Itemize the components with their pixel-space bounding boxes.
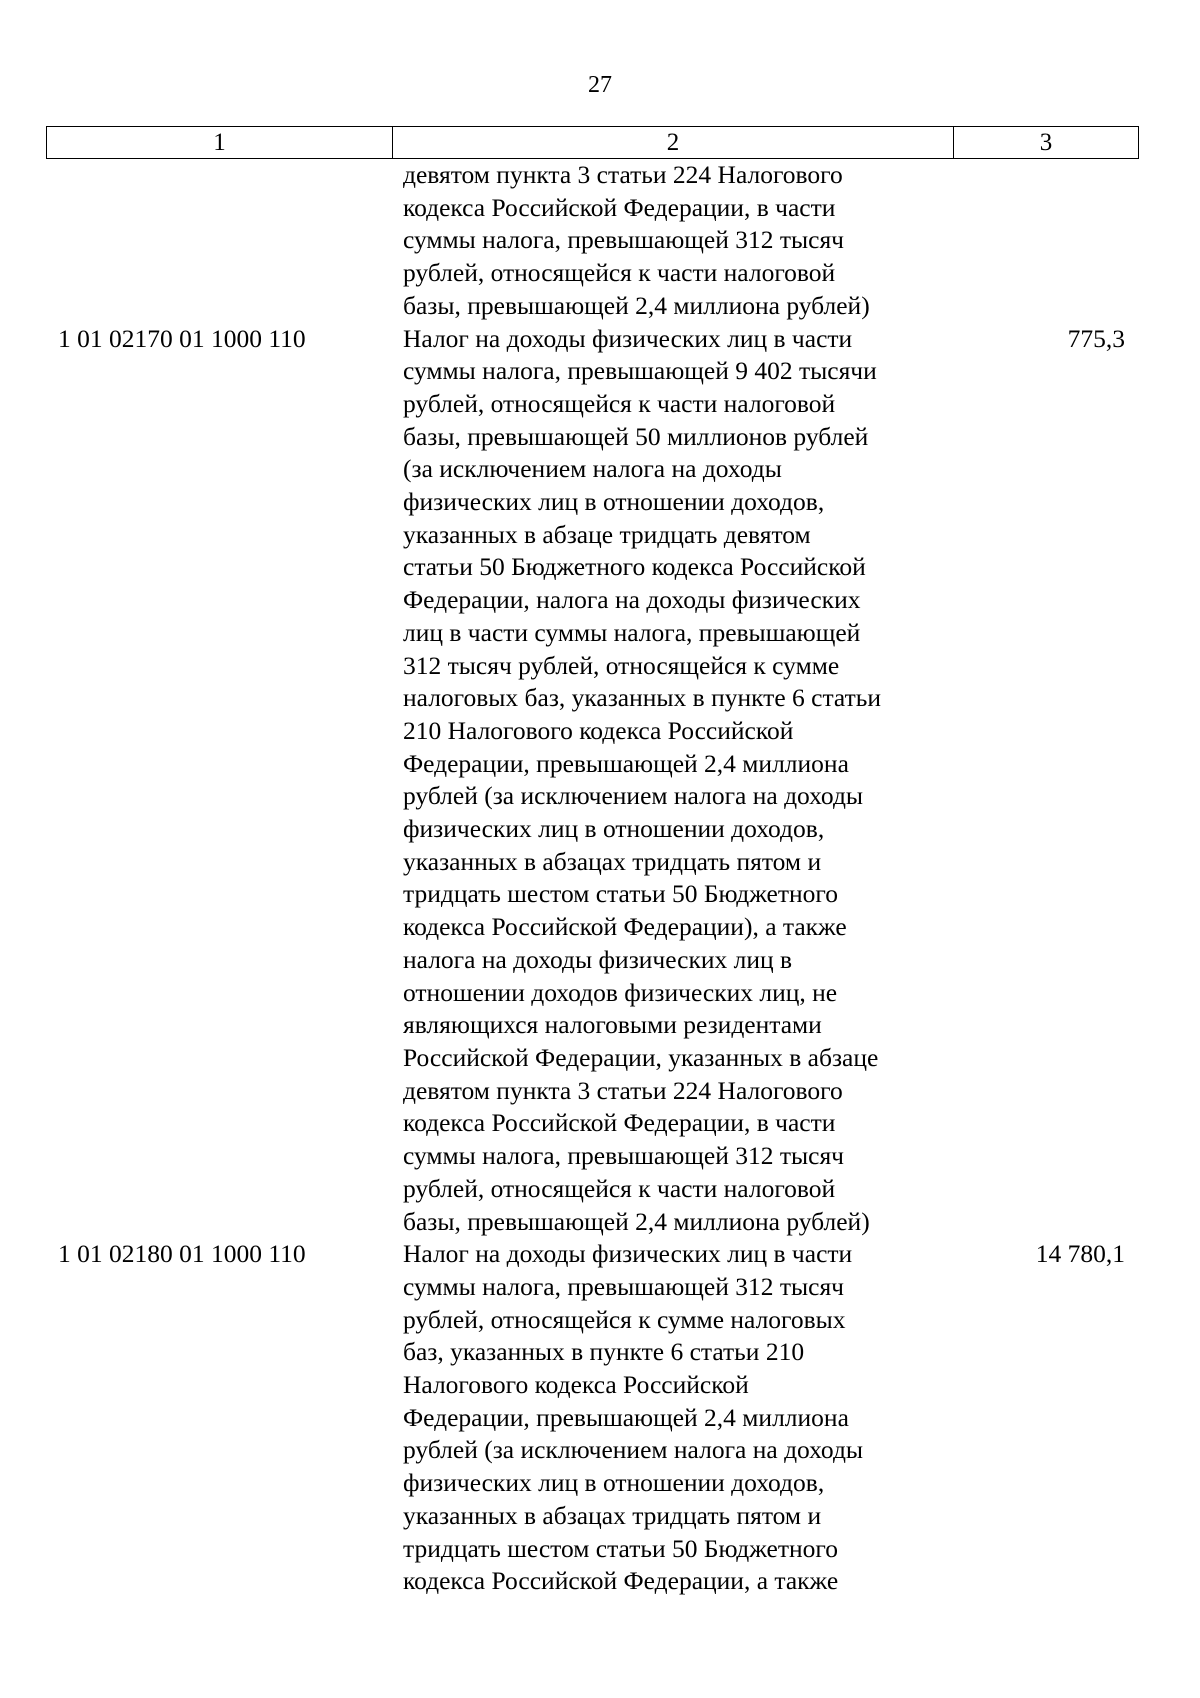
amount-cell: 775,3 xyxy=(1067,323,1125,353)
description-line: 312 тысяч рублей, относящейся к сумме xyxy=(403,650,840,680)
description-line: являющихся налоговыми резидентами xyxy=(403,1010,822,1040)
description-line: физических лиц в отношении доходов, xyxy=(403,487,825,517)
header-cell-2: 2 xyxy=(393,127,954,158)
description-cell xyxy=(392,323,953,1239)
description-line: указанных в абзаце тридцать девятом xyxy=(403,519,811,549)
description-line: рублей, относящейся к сумме налоговых xyxy=(403,1304,846,1334)
description-line: баз, указанных в пункте 6 статьи 210 xyxy=(403,1337,805,1367)
description-cell xyxy=(392,1238,953,1598)
description-line: рублей, относящейся к части налоговой xyxy=(403,388,836,418)
amount-cell xyxy=(953,159,1139,323)
table-header-row xyxy=(46,126,1139,159)
table-row xyxy=(46,323,1139,1239)
description-cell xyxy=(392,159,953,323)
table-row xyxy=(46,159,1139,323)
description-line: тридцать шестом статьи 50 Бюджетного xyxy=(403,1533,838,1563)
description-line: (за исключением налога на доходы xyxy=(403,454,782,484)
description-line: Федерации, превышающей 2,4 миллиона xyxy=(403,1402,849,1432)
description-line: рублей, относящейся к части налоговой xyxy=(403,258,836,288)
description-line: налога на доходы физических лиц в xyxy=(403,944,793,974)
description-line: Налогового кодекса Российской xyxy=(403,1370,749,1400)
description-line: статьи 50 Бюджетного кодекса Российской xyxy=(403,552,866,582)
header-cell-3: 3 xyxy=(1039,129,1053,156)
description-line: рублей (за исключением налога на доходы xyxy=(403,781,864,811)
description-line: базы, превышающей 2,4 миллиона рублей) xyxy=(403,1206,870,1236)
description-line: базы, превышающей 50 миллионов рублей xyxy=(403,421,869,451)
table-body xyxy=(46,159,1139,1598)
description-line: указанных в абзацах тридцать пятом и xyxy=(403,1500,822,1530)
description-line: лиц в части суммы налога, превышающей xyxy=(403,617,861,647)
description-line: физических лиц в отношении доходов, xyxy=(403,814,825,844)
description-line: суммы налога, превышающей 312 тысяч xyxy=(403,225,845,255)
description-line: девятом пункта 3 статьи 224 Налогового xyxy=(403,1075,843,1105)
description-line: Налог на доходы физических лиц в части xyxy=(403,323,853,353)
description-line: Федерации, превышающей 2,4 миллиона xyxy=(403,748,849,778)
code-cell: 1 01 02170 01 1000 110 xyxy=(58,323,306,353)
page-number: 27 xyxy=(588,72,612,98)
description-line: Российской Федерации, указанных в абзаце xyxy=(403,1042,879,1072)
description-line: суммы налога, превышающей 9 402 тысячи xyxy=(403,356,877,386)
description-line: кодекса Российской Федерации, а также xyxy=(403,1566,839,1596)
code-cell: 1 01 02180 01 1000 110 xyxy=(58,1239,306,1269)
description-line: физических лиц в отношении доходов, xyxy=(403,1468,825,1498)
description-line: Налог на доходы физических лиц в части xyxy=(403,1239,853,1269)
description-line: налоговых баз, указанных в пункте 6 статьи xyxy=(403,683,881,713)
description-line: указанных в абзацах тридцать пятом и xyxy=(403,846,822,876)
description-line: рублей (за исключением налога на доходы xyxy=(403,1435,864,1465)
table-row xyxy=(46,1238,1139,1598)
header-cell-1: 1 xyxy=(47,127,393,158)
description-line: суммы налога, превышающей 312 тысяч xyxy=(403,1271,845,1301)
amount-cell: 14 780,1 xyxy=(1035,1239,1125,1269)
code-cell xyxy=(46,159,392,323)
description-line: кодекса Российской Федерации, в части xyxy=(403,192,836,222)
description-line: девятом пункта 3 статьи 224 Налогового xyxy=(403,160,843,189)
description-line: тридцать шестом статьи 50 Бюджетного xyxy=(403,879,838,909)
description-line: суммы налога, превышающей 312 тысяч xyxy=(403,1141,845,1171)
description-line: Федерации, налога на доходы физических xyxy=(403,585,861,615)
description-line: рублей, относящейся к части налоговой xyxy=(403,1173,836,1203)
description-line: 210 Налогового кодекса Российской xyxy=(403,715,794,745)
description-line: кодекса Российской Федерации, в части xyxy=(403,1108,836,1138)
description-line: базы, превышающей 2,4 миллиона рублей) xyxy=(403,290,870,320)
description-line: кодекса Российской Федерации), а также xyxy=(403,912,847,942)
description-line: отношении доходов физических лиц, не xyxy=(403,977,838,1007)
